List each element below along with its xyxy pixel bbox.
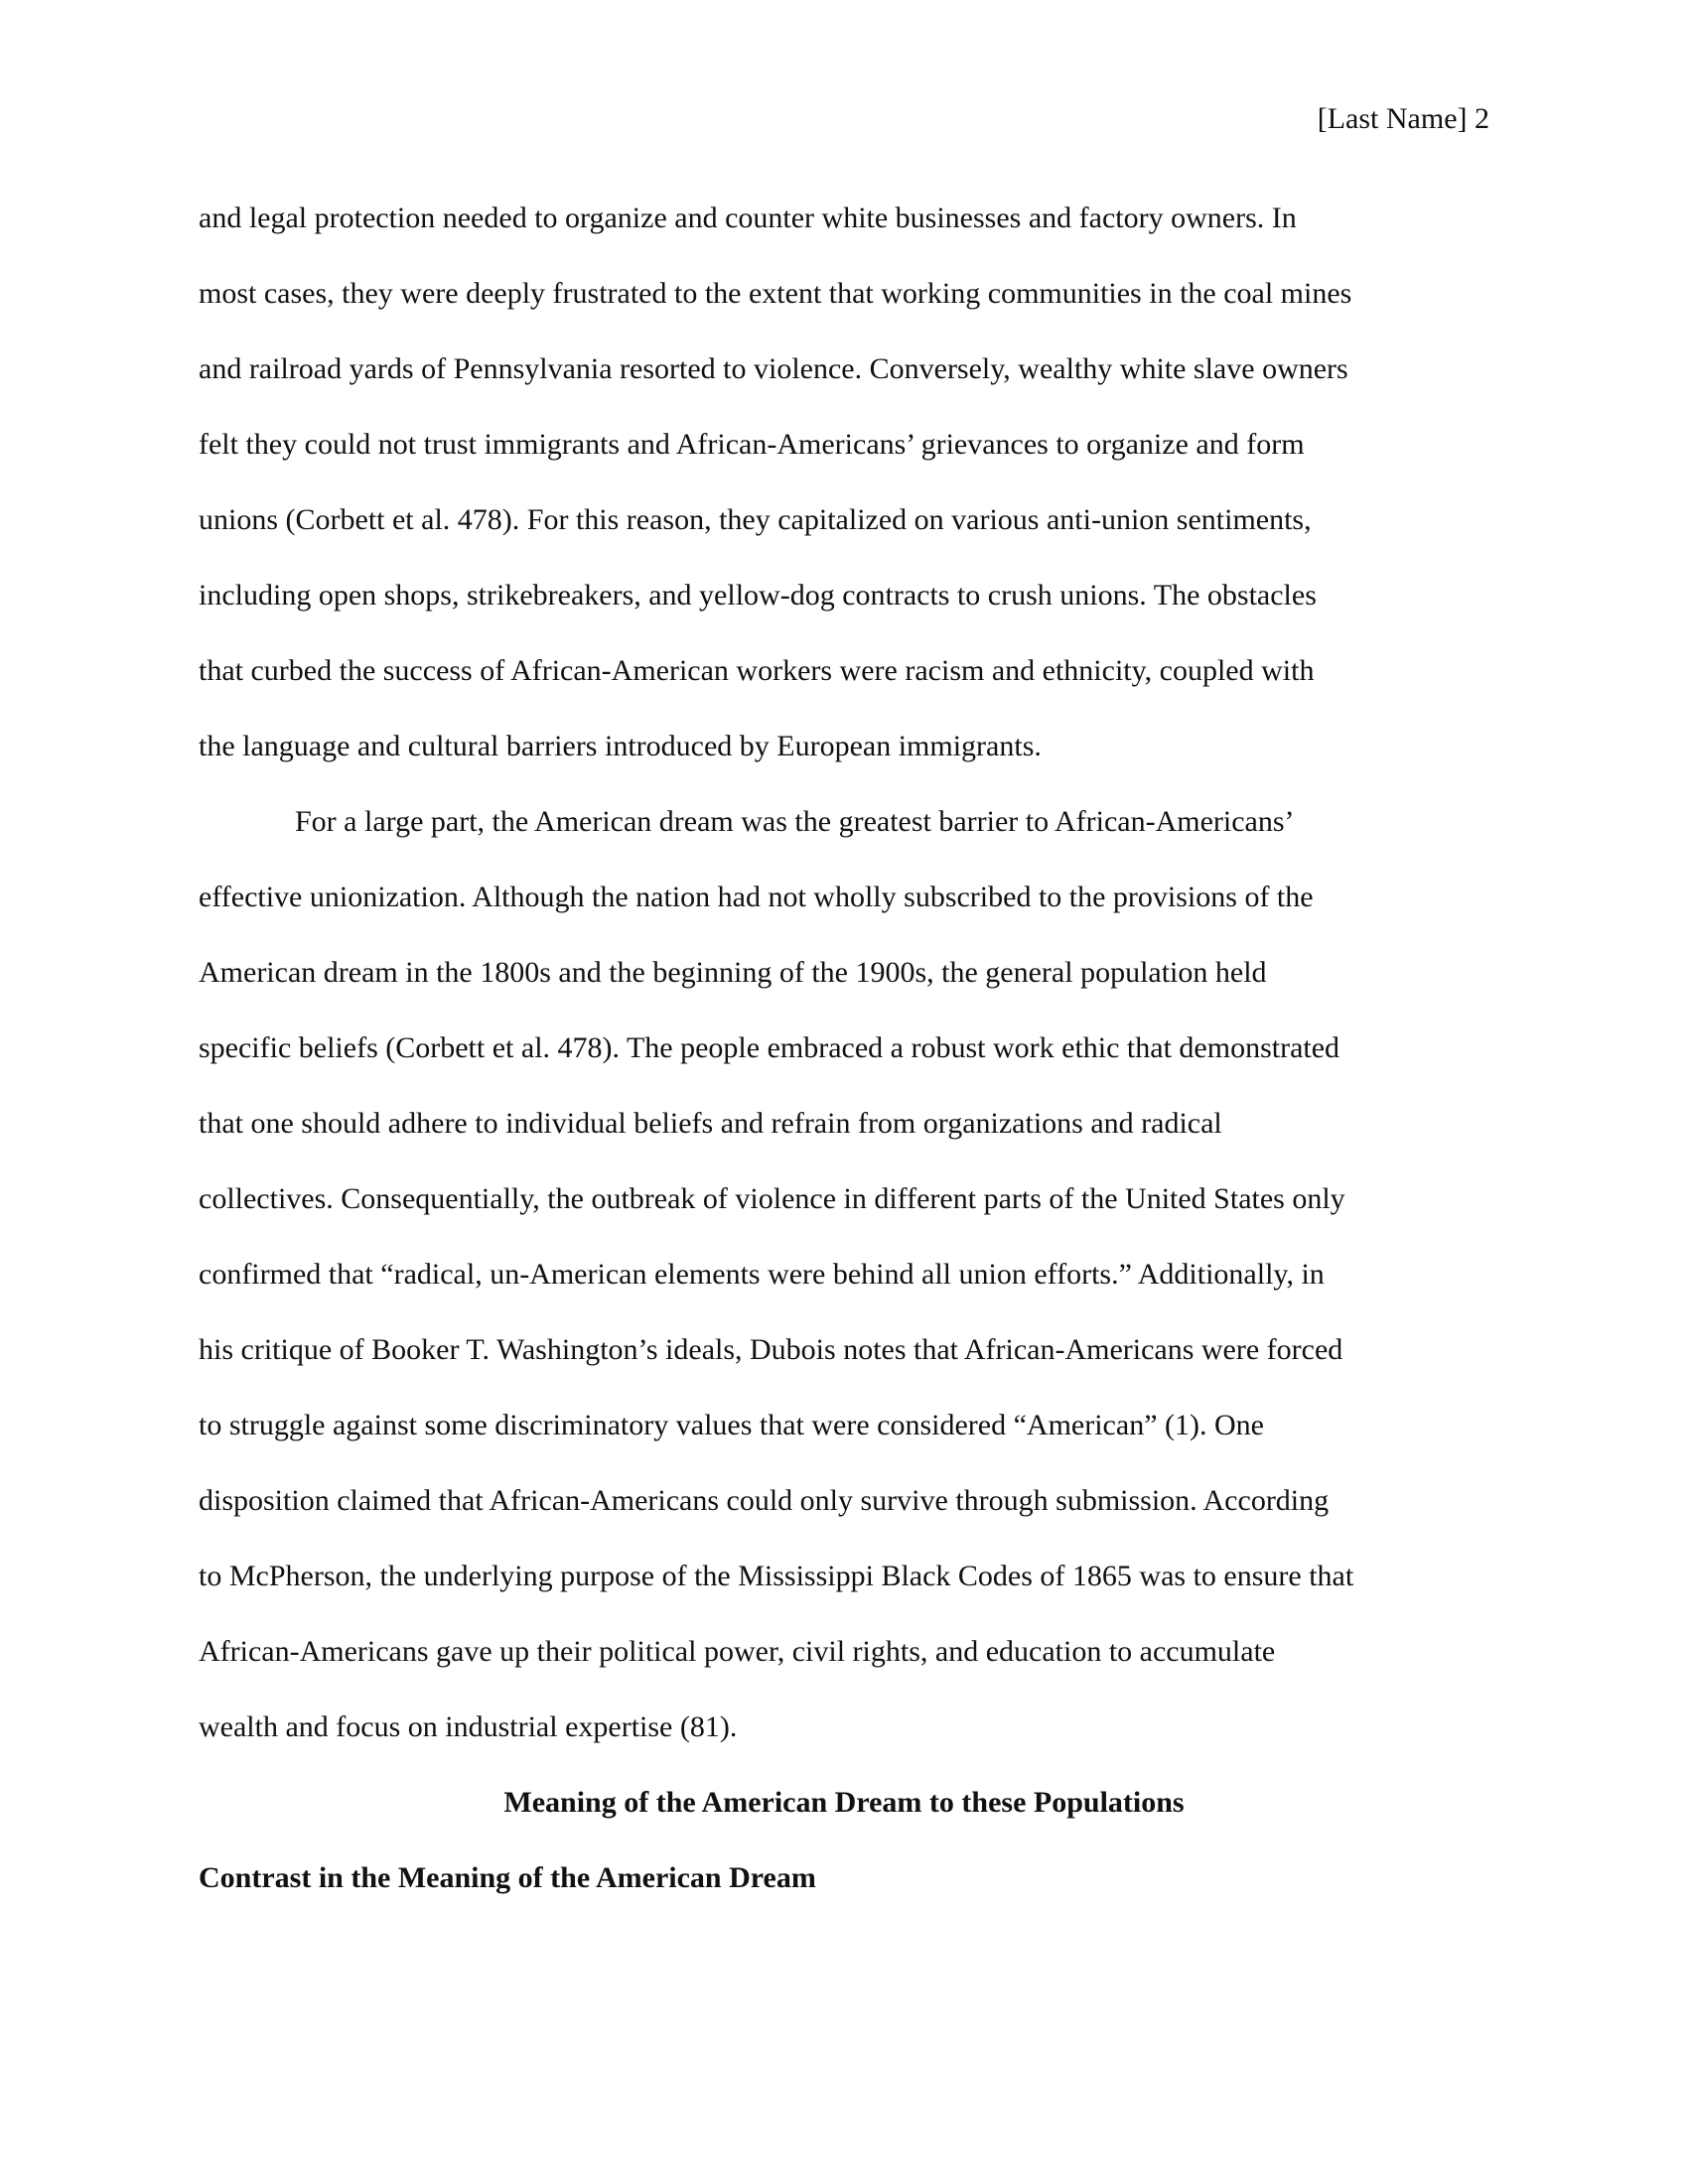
- subsection-heading: Contrast in the Meaning of the American Dream: [199, 1861, 816, 1894]
- text-line: confirmed that “radical, un-American elements were behind all union efforts.” Additionally, in: [199, 1258, 1325, 1291]
- text-line: effective unionization. Although the nation had not wholly subscribed to the provisions of the: [199, 881, 1314, 913]
- text-line: the language and cultural barriers introduced by European immigrants.: [199, 730, 1042, 762]
- text-line: unions (Corbett et al. 478). For this reason, they capitalized on various anti-union sentiments,: [199, 503, 1312, 536]
- text-line: to struggle against some discriminatory values that were considered “American” (1). One: [199, 1409, 1264, 1441]
- text-line: and legal protection needed to organize and counter white businesses and factory owners. In: [199, 202, 1297, 234]
- text-line: African-Americans gave up their political power, civil rights, and education to accumulate: [199, 1635, 1276, 1668]
- text-line: that curbed the success of African-American workers were racism and ethnicity, coupled with: [199, 654, 1315, 687]
- text-line: disposition claimed that African-Americans could only survive through submission. According: [199, 1484, 1330, 1517]
- text-line: specific beliefs (Corbett et al. 478). The people embraced a robust work ethic that demonstrated: [199, 1031, 1340, 1064]
- text-line: For a large part, the American dream was the greatest barrier to African-Americans’: [295, 805, 1295, 838]
- text-line: felt they could not trust immigrants and African-Americans’ grievances to organize and form: [199, 428, 1305, 461]
- text-line: collectives. Consequentially, the outbreak of violence in different parts of the United States only: [199, 1182, 1345, 1215]
- text-line: wealth and focus on industrial expertise (81).: [199, 1710, 738, 1743]
- section-heading: Meaning of the American Dream to these Populations: [503, 1786, 1185, 1819]
- text-line: including open shops, strikebreakers, and yellow-dog contracts to crush unions. The obstacles: [199, 579, 1317, 612]
- text-line: most cases, they were deeply frustrated to the extent that working communities in the coal mines: [199, 277, 1352, 310]
- text-line: American dream in the 1800s and the beginning of the 1900s, the general population held: [199, 956, 1267, 989]
- text-line: to McPherson, the underlying purpose of the Mississippi Black Codes of 1865 was to ensure that: [199, 1560, 1354, 1592]
- text-line: and railroad yards of Pennsylvania resorted to violence. Conversely, wealthy white slave owners: [199, 352, 1348, 385]
- text-line: that one should adhere to individual beliefs and refrain from organizations and radical: [199, 1107, 1222, 1140]
- text-line: his critique of Booker T. Washington’s ideals, Dubois notes that African-Americans were forced: [199, 1333, 1343, 1366]
- running-head: [Last Name] 2: [1317, 102, 1489, 135]
